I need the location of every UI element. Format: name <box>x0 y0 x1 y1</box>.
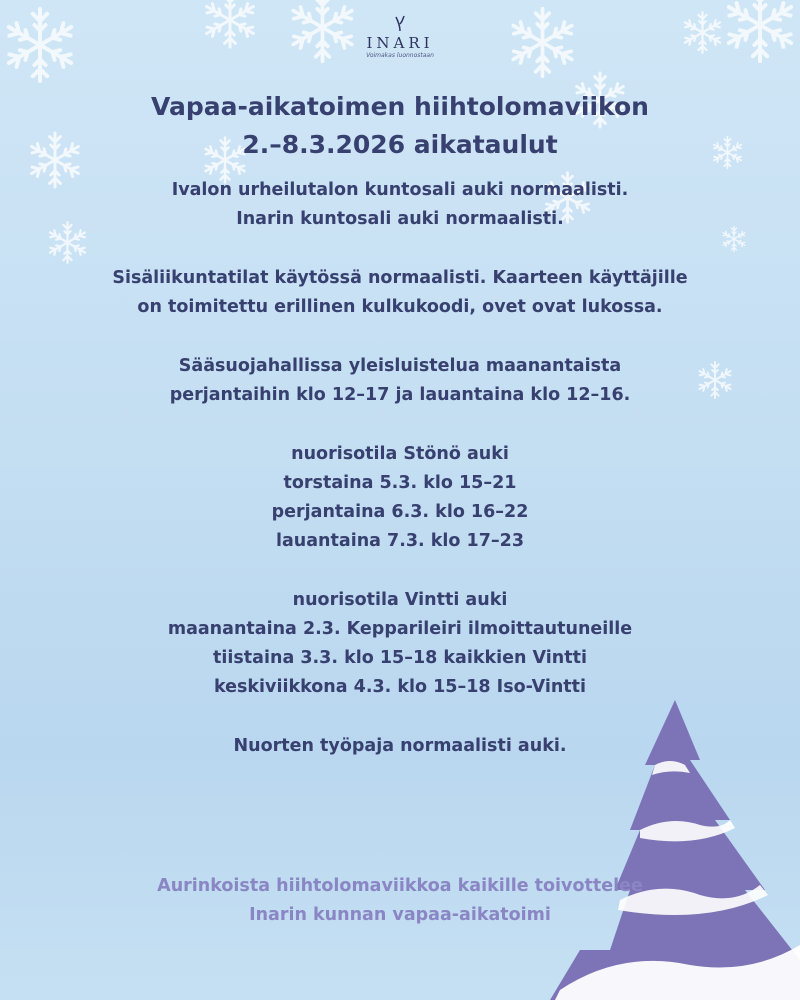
vintti-block <box>0 586 800 702</box>
greeting-line: Inarin kunnan vapaa-aikatoimi <box>249 905 551 925</box>
text-line: on toimitettu erillinen kulkukoodi, ovet ovat lukossa. <box>137 297 663 317</box>
stono-block <box>0 440 800 556</box>
text-line: Sisäliikuntatilat käytössä normaalisti. Kaarteen käyttäjille <box>112 268 688 288</box>
text-line: keskiviikkona 4.3. klo 15–18 Iso-Vintti <box>213 677 587 697</box>
text-line: Sääsuojahallissa yleisluistelua maanantaista <box>178 356 622 376</box>
title-line: Vapaa-aikatoimen hiihtolomaviikon <box>151 92 649 121</box>
greeting <box>0 872 800 930</box>
text-line: Inarin kuntosali auki normaalisti. <box>236 209 564 229</box>
logo-name: INARI <box>366 34 434 52</box>
skating-block <box>0 352 800 410</box>
text-line: nuorisotila Stönö auki <box>291 444 509 464</box>
text-line: Ivalon urheilutalon kuntosali auki normaalisti. <box>171 180 629 200</box>
text-line: perjantaina 6.3. klo 16–22 <box>271 502 529 522</box>
text-line: perjantaihin klo 12–17 ja lauantaina klo 12–16. <box>169 385 631 405</box>
page-title <box>0 88 800 164</box>
greeting-line: Aurinkoista hiihtolomaviikkoa kaikille toivottelee <box>157 876 643 896</box>
logo-tagline: Voimakas luonnostaan <box>366 52 434 59</box>
indoor-block <box>0 264 800 322</box>
snowy-tree-icon <box>540 700 800 1000</box>
schedule-content <box>0 176 800 791</box>
inari-logo <box>0 14 800 60</box>
title-line: 2.–8.3.2026 aikataulut <box>242 130 558 159</box>
text-line: lauantaina 7.3. klo 17–23 <box>275 531 525 551</box>
text-line: tiistaina 3.3. klo 15–18 kaikkien Vintti <box>213 648 587 668</box>
text-line: maanantaina 2.3. Kepparileiri ilmoittautuneille <box>167 619 633 639</box>
text-line: torstaina 5.3. klo 15–21 <box>283 473 517 493</box>
logo-mark-icon <box>390 14 410 34</box>
text-line: nuorisotila Vintti auki <box>292 590 508 610</box>
text-line: Nuorten työpaja normaalisti auki. <box>233 736 567 756</box>
gym-block <box>0 176 800 234</box>
